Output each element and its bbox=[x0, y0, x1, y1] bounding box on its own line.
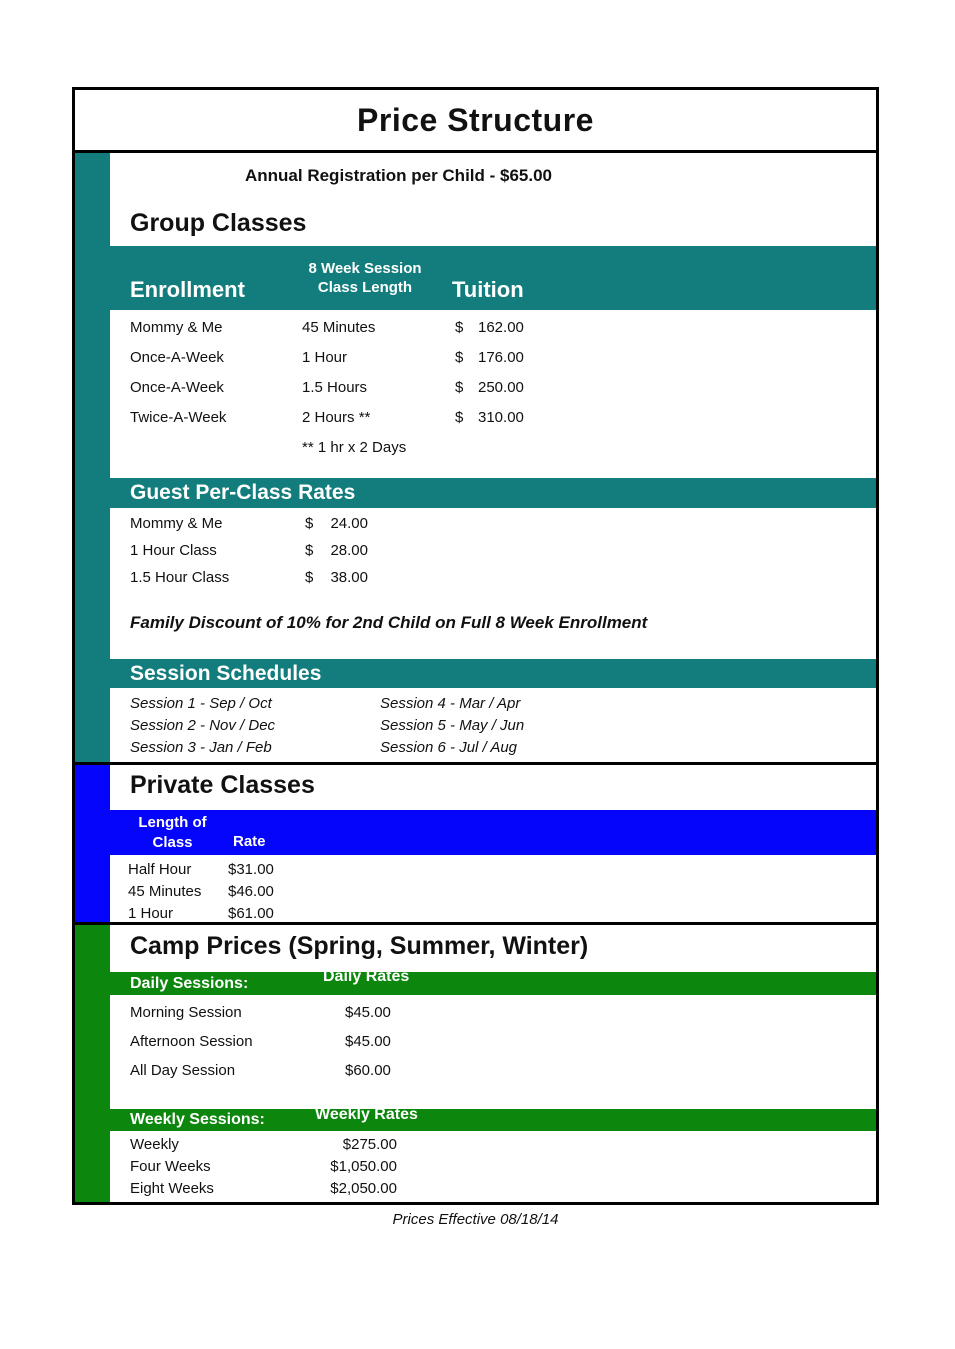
private-classes-section bbox=[75, 765, 876, 922]
private-classes-heading: Private Classes bbox=[130, 771, 315, 799]
prices-effective-note: Prices Effective 08/18/14 bbox=[392, 1211, 559, 1228]
price-sheet bbox=[72, 87, 879, 1205]
table-row: Mommy & Me $ 24.00 bbox=[130, 515, 368, 532]
col-header-rate: Rate bbox=[233, 833, 266, 850]
col-header-class-length: 8 Week Session Class Length bbox=[308, 260, 422, 296]
group-classes-heading: Group Classes bbox=[130, 209, 307, 237]
group-classes-header-band bbox=[75, 246, 876, 310]
page-title: Price Structure bbox=[357, 101, 594, 138]
table-row: Twice-A-Week 2 Hours ** $ 310.00 bbox=[130, 408, 524, 426]
col-header-daily-sessions: Daily Sessions: bbox=[130, 975, 249, 992]
table-row: Session 1 - Sep / Oct Session 4 - Mar / Apr bbox=[130, 694, 521, 712]
private-classes-heading-block bbox=[110, 765, 876, 810]
table-row: All Day Session $60.00 bbox=[130, 1062, 391, 1079]
table-row: 1.5 Hour Class $ 38.00 bbox=[130, 569, 368, 586]
table-row: Once-A-Week 1.5 Hours $ 250.00 bbox=[130, 378, 524, 396]
table-row: Once-A-Week 1 Hour $ 176.00 bbox=[130, 348, 524, 366]
table-row: Four Weeks $1,050.00 bbox=[130, 1157, 397, 1175]
table-row: Morning Session $45.00 bbox=[130, 1004, 391, 1021]
table-row: 45 Minutes $46.00 bbox=[128, 882, 274, 900]
col-header-weekly-sessions: Weekly Sessions: bbox=[130, 1111, 265, 1128]
col-header-enrollment: Enrollment bbox=[130, 277, 245, 302]
table-row: Eight Weeks $2,050.00 bbox=[130, 1179, 397, 1197]
table-row: Afternoon Session $45.00 bbox=[130, 1033, 391, 1050]
footnote: ** 1 hr x 2 Days bbox=[302, 438, 407, 456]
group-classes-table bbox=[110, 310, 876, 478]
weekly-sessions-band bbox=[75, 1106, 876, 1131]
table-row: 1 Hour $61.00 bbox=[128, 904, 274, 922]
private-classes-header-band bbox=[75, 810, 876, 855]
daily-sessions-table bbox=[110, 995, 876, 1109]
col-header-weekly-rates: Weekly Rates bbox=[315, 1106, 418, 1123]
session-schedules-table bbox=[110, 688, 876, 762]
table-row: Session 3 - Jan / Feb Session 6 - Jul / Aug bbox=[130, 738, 518, 756]
family-discount-note: Family Discount of 10% for 2nd Child on Full 8 Week Enrollment bbox=[130, 613, 648, 632]
daily-sessions-band bbox=[75, 968, 876, 995]
group-classes-section bbox=[75, 153, 876, 762]
col-header-length-of-class: Length of Class bbox=[138, 814, 207, 851]
session-schedules-band: Session Schedules bbox=[130, 661, 322, 685]
col-header-daily-rates: Daily Rates bbox=[323, 968, 410, 985]
intro-block bbox=[110, 153, 876, 246]
title-bar bbox=[75, 90, 876, 153]
camp-prices-heading: Camp Prices (Spring, Summer, Winter) bbox=[130, 932, 589, 960]
camp-prices-section bbox=[75, 925, 876, 1202]
private-classes-table bbox=[110, 855, 876, 922]
table-row: Weekly $275.00 bbox=[130, 1135, 397, 1153]
table-row: Half Hour $31.00 bbox=[128, 860, 274, 878]
guest-rates-table bbox=[110, 508, 876, 659]
table-row: Mommy & Me 45 Minutes $ 162.00 bbox=[130, 318, 524, 336]
table-row: 1 Hour Class $ 28.00 bbox=[130, 542, 368, 559]
guest-rates-band: Guest Per-Class Rates bbox=[130, 481, 356, 504]
camp-prices-heading-block bbox=[110, 925, 876, 972]
table-row: Session 2 - Nov / Dec Session 5 - May / Jun bbox=[130, 716, 525, 734]
annual-registration: Annual Registration per Child - $65.00 bbox=[245, 166, 553, 185]
weekly-sessions-table bbox=[110, 1131, 876, 1202]
col-header-tuition: Tuition bbox=[452, 277, 524, 302]
